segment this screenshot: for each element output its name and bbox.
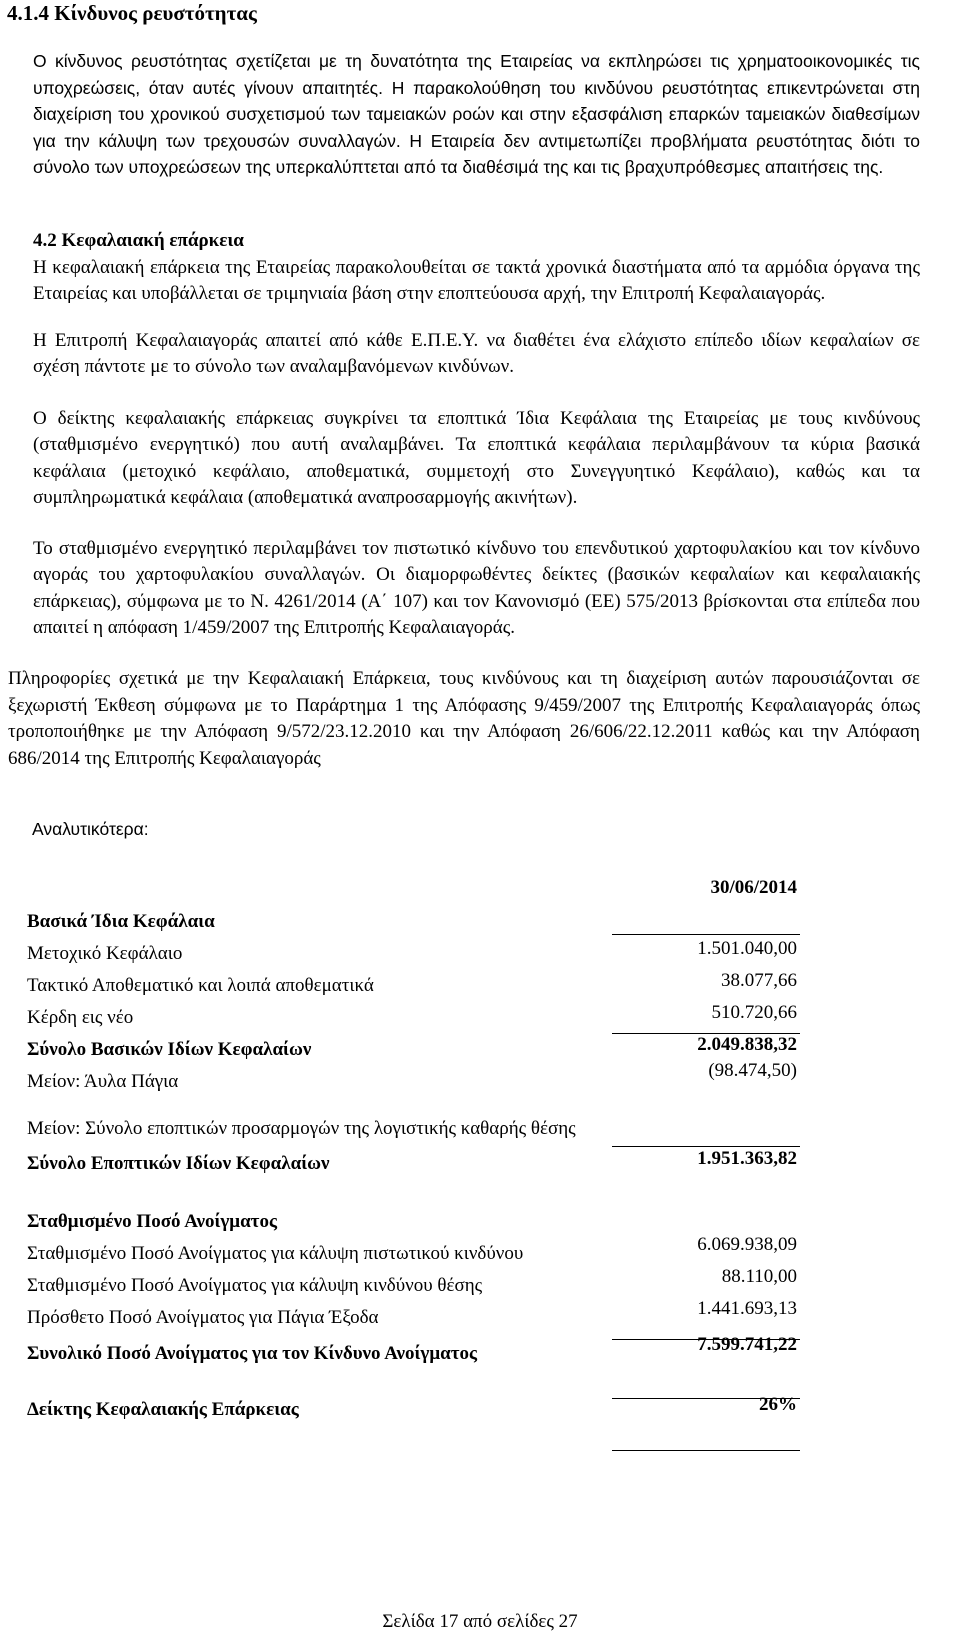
row-label: Μείον: Σύνολο εποπτικών προσαρμογών της λογιστικής καθαρής θέσης <box>27 1118 576 1139</box>
table-row <box>27 1096 807 1144</box>
row-label: Σύνολο Βασικών Ιδίων Κεφαλαίων <box>27 1039 312 1060</box>
capital-adequacy-paragraph-4: Το σταθμισμένο ενεργητικό περιλαμβάνει τον πιστωτικό κίνδυνο του επενδυτικού χαρτοφυλακίου και τον κίνδυνο αγοράς του χαρτοφυλακίου συναλλαγών. Οι διαμορφωθέντες δείκτες (βασικών κεφαλαίων και κεφαλαιακής επάρκειας), σύμφωνα με το Ν. 4261/2014 (Α΄ 107) και τον Κανονισμό (ΕΕ) 575/2013 βρίσκονται στα επίπεδα που απαιτεί η απόφαση 1/459/2007 της Επιτροπής Κεφαλαιαγοράς. <box>33 537 920 638</box>
liquidity-risk-paragraph: Ο κίνδυνος ρευστότητας σχετίζεται με τη δυνατότητα της Εταιρείας να εκπληρώσει τις χρηματοοικονομικές τις υποχρεώσεις, όταν αυτές γίνουν απαιτητές. Η παρακολούθηση του κινδύνου ρευστότητας επικεντρώνεται στη διαχείριση του χρονικού συσχετισμού των ταμειακών ροών και στην εξασφάλιση επαρκών ταμειακών διαθεσίμων για την κάλυψη των τρεχουσών συναλλαγών. Η Εταιρεία δεν αντιμετωπίζει προβλήματα ρευστότητας διότι το σύνολο των υποχρεώσεων της υπερκαλύπτεται από τα διαθέσιμά της και τις βραχυπρόθεσμες απαιτήσεις της. <box>33 51 920 177</box>
table-row <box>27 1000 807 1032</box>
table-row <box>27 1332 807 1368</box>
row-label: Μείον: Άυλα Πάγια <box>27 1071 179 1092</box>
capital-adequacy-paragraph-1: Η κεφαλαιακή επάρκεια της Εταιρείας παρακολουθείται σε τακτά χρονικά διαστήματα από τα αρμόδια όργανα της Εταιρείας και υποβάλλεται σε τριμηνιαία βάση στην εποπτεύουσα αρχή, την Επιτροπή Κεφαλαιαγοράς. <box>33 256 920 304</box>
row-value: (98.474,50) <box>708 1060 797 1081</box>
page-number: Σελίδα 17 από σελίδες 27 <box>382 1611 578 1632</box>
row-label: Κέρδη εις νέο <box>27 1007 134 1028</box>
row-label: Συνολικό Ποσό Ανοίγματος για τον Κίνδυνο Ανοίγματος <box>27 1343 477 1364</box>
table-row <box>27 1368 807 1424</box>
details-label: Αναλυτικότερα: <box>32 819 149 839</box>
table-row <box>27 902 807 936</box>
table-row <box>27 968 807 1000</box>
table-row <box>27 1144 807 1178</box>
section-heading-capital-adequacy: 4.2 Κεφαλαιακή επάρκεια <box>33 230 244 251</box>
row-value: 2.049.838,32 <box>697 1034 797 1055</box>
row-label: Δείκτης Κεφαλαιακής Επάρκειας <box>27 1399 299 1420</box>
row-value: 38.077,66 <box>721 970 797 991</box>
section-heading-liquidity-risk: 4.1.4 Κίνδυνος ρευστότητας <box>7 1 257 25</box>
row-value: 6.069.938,09 <box>697 1234 797 1255</box>
table-row <box>27 1032 807 1064</box>
row-label: Μετοχικό Κεφάλαιο <box>27 943 183 964</box>
divider <box>612 934 800 935</box>
row-label: Σταθμισμένο Ποσό Ανοίγματος για κάλυψη πιστωτικού κινδύνου <box>27 1243 524 1264</box>
table-row <box>27 1236 807 1268</box>
row-value: 26% <box>759 1394 797 1415</box>
row-value: 510.720,66 <box>711 1002 797 1023</box>
capital-adequacy-section <box>33 228 920 642</box>
divider <box>612 1450 800 1451</box>
core-funds-heading: Βασικά Ίδια Κεφάλαια <box>27 911 215 932</box>
row-label: Τακτικό Αποθεματικό και λοιπά αποθεματικά <box>27 975 374 996</box>
row-value: 88.110,00 <box>721 1266 797 1287</box>
row-label: Σύνολο Εποπτικών Ιδίων Κεφαλαίων <box>27 1153 330 1174</box>
table-row <box>27 1178 807 1236</box>
exposure-heading: Σταθμισμένο Ποσό Ανοίγματος <box>27 1211 277 1232</box>
date-header: 30/06/2014 <box>710 877 797 898</box>
capital-adequacy-paragraph-5: Πληροφορίες σχετικά με την Κεφαλαιακή Επάρκεια, τους κινδύνους και τη διαχείριση αυτών παρουσιάζονται σε ξεχωριστή Έκθεση σύμφωνα με το Παράρτημα 1 της Απόφασης 9/459/2007 της Επιτροπής Κεφαλαιαγοράς όπως τροποποιήθηκε με την Απόφαση 9/572/23.12.2010 και την Απόφαση 26/606/22.12.2011 καθώς και την Απόφαση 686/2014 της Επιτροπής Κεφαλαιαγοράς <box>8 668 920 769</box>
table-header-row <box>27 870 807 902</box>
table-row <box>27 936 807 968</box>
capital-adequacy-paragraph-3: Ο δείκτης κεφαλαιακής επάρκειας συγκρίνει τα εποπτικά Ίδια Κεφάλαια της Εταιρείας με τους κινδύνους (σταθμισμένο ενεργητικό) που αυτή αναλαμβάνει. Τα εποπτικά κεφάλαια περιλαμβάνουν τα κύρια βασικά κεφάλαια (μετοχικό κεφάλαιο, αποθεματικά, συμμετοχή στο Συνεγγυητικό Κεφάλαιο), καθώς και τα συμπληρωματικά κεφάλαια (αποθεματικά αναπροσαρμογής ακινήτων). <box>33 407 920 508</box>
capital-adequacy-table <box>27 870 807 1424</box>
row-value: 7.599.741,22 <box>697 1334 797 1355</box>
table-row <box>27 1268 807 1300</box>
row-value: 1.951.363,82 <box>697 1148 797 1169</box>
row-value: 1.441.693,13 <box>697 1298 797 1319</box>
table-row <box>27 1060 807 1096</box>
row-value: 1.501.040,00 <box>697 938 797 959</box>
row-label: Πρόσθετο Ποσό Ανοίγματος για Πάγια Έξοδα <box>27 1307 379 1328</box>
row-label: Σταθμισμένο Ποσό Ανοίγματος για κάλυψη κινδύνου θέσης <box>27 1275 483 1296</box>
capital-adequacy-paragraph-2: Η Επιτροπή Κεφαλαιαγοράς απαιτεί από κάθε Ε.Π.Ε.Υ. να διαθέτει ένα ελάχιστο επίπεδο ιδίων κεφαλαίων σε σχέση πάντοτε με το σύνολο των αναλαμβανόμενων κινδύνων. <box>33 329 920 377</box>
table-row <box>27 1300 807 1332</box>
